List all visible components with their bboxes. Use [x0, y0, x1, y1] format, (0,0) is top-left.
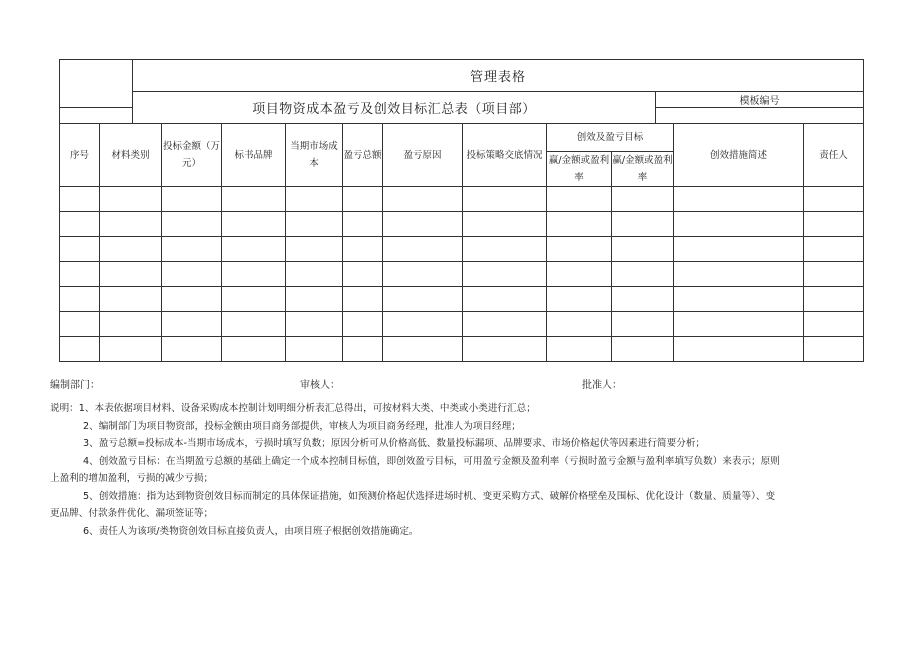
table-cell[interactable] — [100, 212, 162, 237]
table-cell[interactable] — [463, 262, 547, 287]
table-cell[interactable] — [60, 187, 100, 212]
table-cell[interactable] — [60, 312, 100, 337]
table-cell[interactable] — [162, 337, 222, 362]
table-cell[interactable] — [100, 287, 162, 312]
table-cell[interactable] — [463, 312, 547, 337]
table-cell[interactable] — [547, 237, 612, 262]
table-cell[interactable] — [286, 262, 343, 287]
table-cell[interactable] — [162, 212, 222, 237]
form-title: 管理表格 — [133, 60, 864, 92]
table-cell[interactable] — [674, 287, 804, 312]
summary-table — [59, 123, 864, 362]
sig-reviewer-label: 审核人： — [300, 380, 340, 391]
table-row — [60, 337, 864, 362]
table-cell[interactable] — [383, 187, 463, 212]
table-cell[interactable] — [463, 187, 547, 212]
table-cell[interactable] — [60, 212, 100, 237]
table-cell[interactable] — [286, 237, 343, 262]
table-cell[interactable] — [222, 287, 286, 312]
col-target-group: 创效及盈亏目标 — [547, 124, 674, 152]
table-cell[interactable] — [343, 237, 383, 262]
table-cell[interactable] — [612, 312, 674, 337]
table-cell[interactable] — [162, 287, 222, 312]
table-cell[interactable] — [286, 187, 343, 212]
table-cell[interactable] — [674, 237, 804, 262]
table-cell[interactable] — [547, 187, 612, 212]
table-row — [60, 312, 864, 337]
table-cell[interactable] — [100, 262, 162, 287]
filler-cell — [60, 108, 133, 124]
table-cell[interactable] — [804, 287, 864, 312]
table-cell[interactable] — [222, 262, 286, 287]
col-bid-strategy: 投标策略交底情况 — [463, 124, 547, 187]
logo-cell — [60, 60, 133, 108]
table-cell[interactable] — [547, 262, 612, 287]
note-4b: 上盈利的增加盈利，亏损的减少亏损； — [50, 473, 214, 484]
table-cell[interactable] — [343, 312, 383, 337]
table-cell[interactable] — [100, 237, 162, 262]
note-6: 6、责任人为该项/类物资创效目标直接负责人，由项目班子根据创效措施确定。 — [83, 525, 419, 537]
table-cell[interactable] — [383, 312, 463, 337]
table-cell[interactable] — [463, 237, 547, 262]
col-profit-amount-rate-b: 赢/金额或盈利率 — [612, 152, 674, 187]
table-cell[interactable] — [674, 212, 804, 237]
table-cell[interactable] — [804, 212, 864, 237]
table-cell[interactable] — [463, 287, 547, 312]
table-cell[interactable] — [383, 237, 463, 262]
sig-approver-label: 批准人： — [582, 380, 622, 391]
table-cell[interactable] — [343, 287, 383, 312]
table-cell[interactable] — [60, 262, 100, 287]
table-row — [60, 212, 864, 237]
table-cell[interactable] — [222, 212, 286, 237]
note-3: 3、盈亏总额=投标成本-当期市场成本，亏损时填写负数；原因分析可从价格高低、数量投标漏项、品牌要求、市场价格起伏等因素进行简要分析； — [83, 438, 706, 449]
table-cell[interactable] — [343, 187, 383, 212]
header-table — [59, 59, 864, 124]
table-cell[interactable] — [60, 237, 100, 262]
table-row — [60, 187, 864, 212]
note-2: 2、编制部门为项目物资部，投标金额由项目商务部提供，审核人为项目商务经理，批准人为项目经理； — [83, 420, 521, 432]
table-cell[interactable] — [60, 287, 100, 312]
table-cell[interactable] — [612, 287, 674, 312]
table-cell[interactable] — [674, 312, 804, 337]
table-cell[interactable] — [162, 187, 222, 212]
table-cell[interactable] — [612, 187, 674, 212]
notes-section — [50, 400, 870, 540]
table-cell[interactable] — [612, 212, 674, 237]
note-5b: 更品牌、付款条件优化、漏项签证等； — [50, 508, 214, 519]
table-cell[interactable] — [100, 337, 162, 362]
col-owner: 责任人 — [804, 124, 864, 187]
col-profit-loss-reason: 盈亏原因 — [383, 124, 463, 187]
form-subtitle: 项目物资成本盈亏及创效目标汇总表（项目部） — [133, 92, 656, 124]
table-cell[interactable] — [343, 337, 383, 362]
table-cell[interactable] — [286, 212, 343, 237]
table-cell[interactable] — [162, 237, 222, 262]
col-profit-amount-rate-a: 赢/金额或盈利率 — [547, 152, 612, 187]
table-cell[interactable] — [383, 287, 463, 312]
col-profit-loss-total: 盈亏总额 — [343, 124, 383, 187]
table-body — [60, 187, 864, 362]
table-cell[interactable] — [286, 337, 343, 362]
table-cell[interactable] — [383, 262, 463, 287]
table-cell[interactable] — [286, 312, 343, 337]
table-cell[interactable] — [100, 187, 162, 212]
table-cell[interactable] — [804, 312, 864, 337]
table-cell[interactable] — [222, 237, 286, 262]
table-cell[interactable] — [343, 262, 383, 287]
note-4a: 4、创效盈亏目标：在当期盈亏总额的基础上确定一个成本控制目标值，即创效盈亏目标，可用盈亏金额及盈利率（亏损时盈亏金额与盈利率填写负数）来表示；原则 — [83, 455, 780, 467]
table-cell[interactable] — [286, 287, 343, 312]
table-cell[interactable] — [383, 337, 463, 362]
table-row — [60, 287, 864, 312]
table-cell[interactable] — [612, 262, 674, 287]
col-measures: 创效措施简述 — [674, 124, 804, 187]
table-row — [60, 262, 864, 287]
note-5a: 5、创效措施：指为达到物资创效目标而制定的具体保证措施，如预测价格起伏选择进场时机、变更采购方式、破解价格壁垒及围标、优化设计（数量、质量等）、变 — [83, 490, 776, 502]
table-cell[interactable] — [547, 337, 612, 362]
table-cell[interactable] — [463, 212, 547, 237]
table-cell[interactable] — [222, 337, 286, 362]
table-cell[interactable] — [612, 337, 674, 362]
table-cell[interactable] — [463, 337, 547, 362]
col-bid-brand: 标书品牌 — [222, 124, 286, 187]
table-cell[interactable] — [804, 337, 864, 362]
table-cell[interactable] — [162, 262, 222, 287]
table-cell[interactable] — [383, 212, 463, 237]
table-cell[interactable] — [100, 312, 162, 337]
col-market-cost: 当期市场成本 — [286, 124, 343, 187]
sig-dept-label: 编制部门： — [50, 380, 100, 391]
template-number-value[interactable] — [656, 108, 864, 124]
table-cell[interactable] — [343, 212, 383, 237]
table-row — [60, 237, 864, 262]
note-1: 说明：1、本表依据项目材料、设备采购成本控制计划明细分析表汇总得出，可按材料大类、中类或小类进行汇总； — [50, 403, 536, 414]
table-cell[interactable] — [547, 287, 612, 312]
form-sheet — [59, 59, 863, 362]
table-cell[interactable] — [547, 312, 612, 337]
col-bid-amount: 投标金额（万元） — [162, 124, 222, 187]
table-cell[interactable] — [612, 237, 674, 262]
col-seq: 序号 — [60, 124, 100, 187]
table-cell[interactable] — [674, 187, 804, 212]
table-cell[interactable] — [162, 312, 222, 337]
table-cell[interactable] — [674, 262, 804, 287]
template-number-label: 模板编号 — [656, 92, 864, 108]
table-cell[interactable] — [60, 337, 100, 362]
table-cell[interactable] — [222, 187, 286, 212]
table-cell[interactable] — [547, 212, 612, 237]
table-cell[interactable] — [222, 312, 286, 337]
table-cell[interactable] — [674, 337, 804, 362]
col-material-type: 材料类别 — [100, 124, 162, 187]
table-cell[interactable] — [804, 237, 864, 262]
table-cell[interactable] — [804, 262, 864, 287]
table-cell[interactable] — [804, 187, 864, 212]
